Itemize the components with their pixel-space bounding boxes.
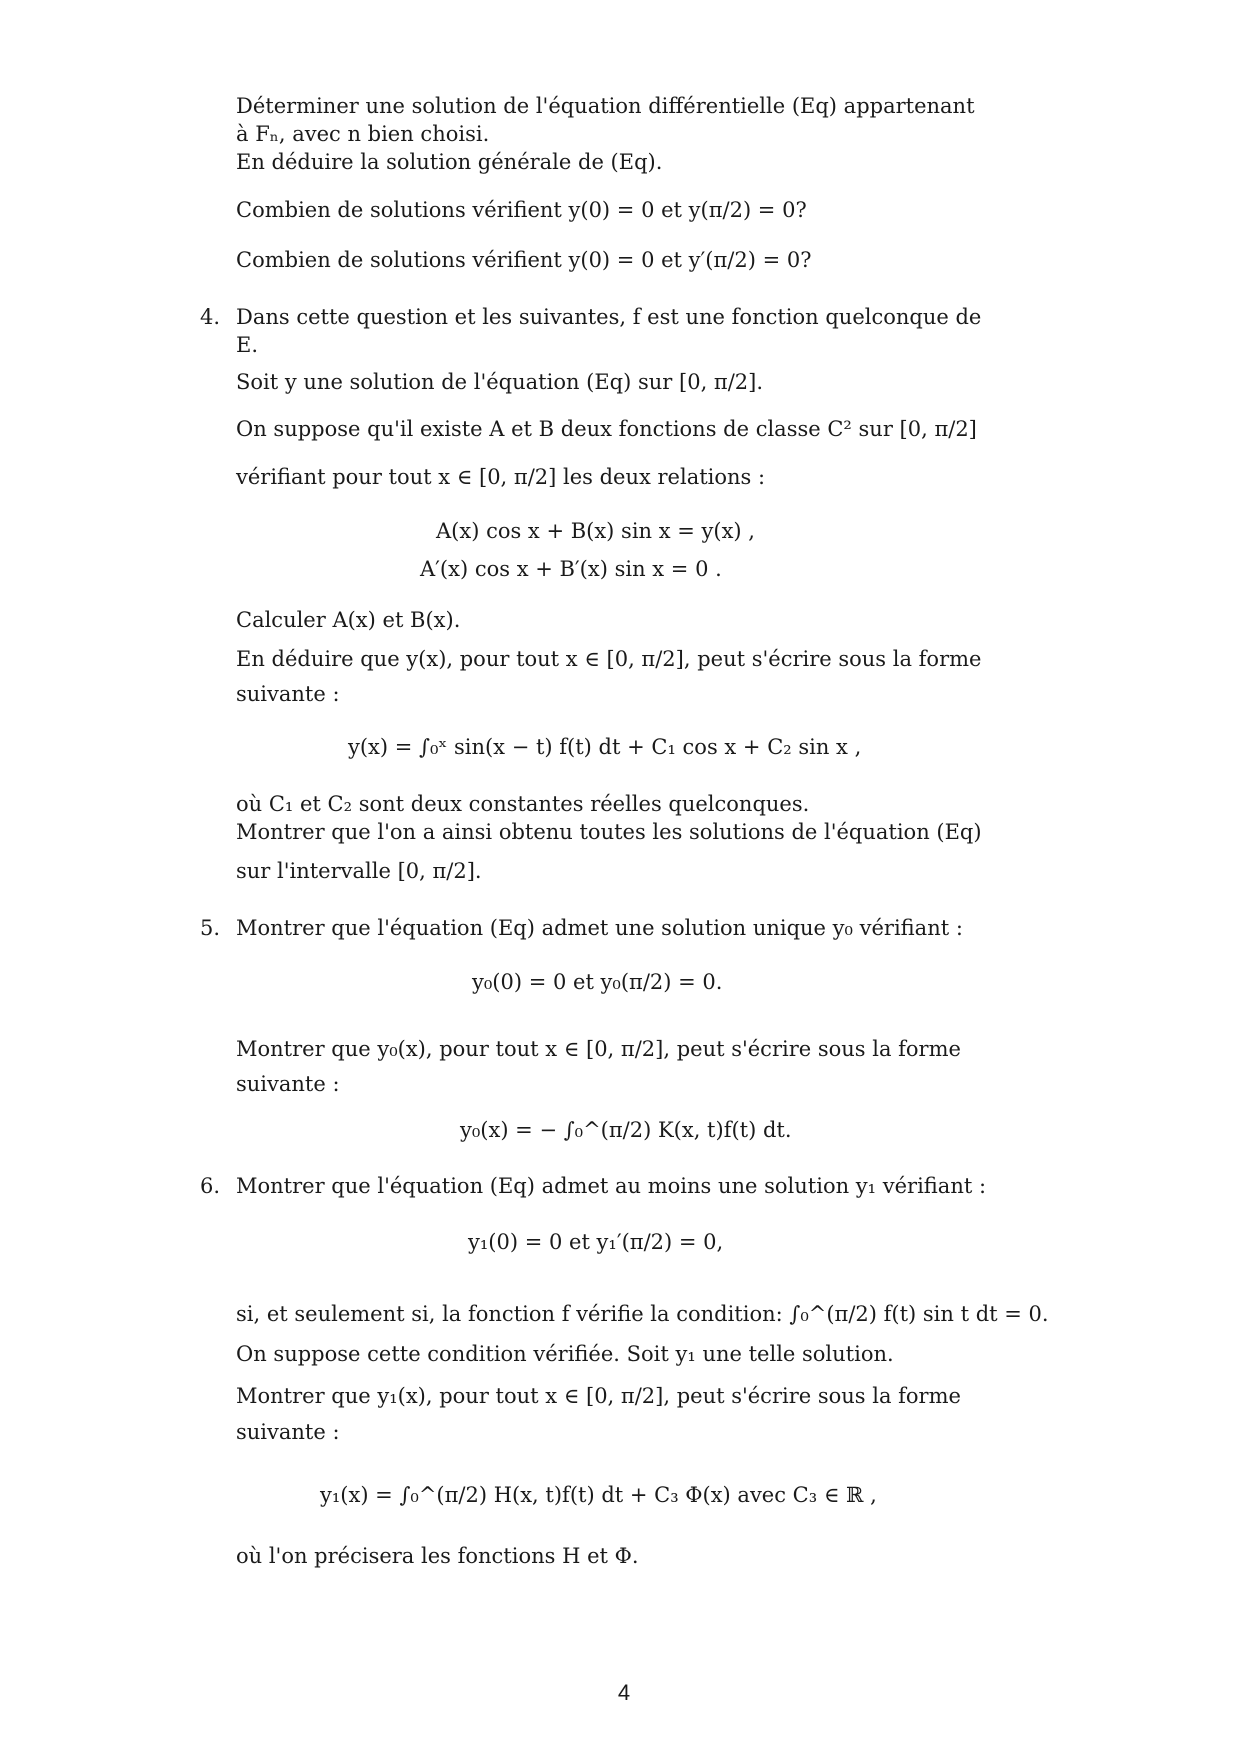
- q6-line-5: suivante :: [236, 1420, 340, 1444]
- intro-line-4: Combien de solutions vérifient y(0) = 0 et y(π/2) = 0?: [236, 198, 807, 222]
- q6-line-2: si, et seulement si, la fonction f vérifie la condition: ∫₀^(π/2) f(t) sin t dt = 0.: [236, 1302, 1049, 1326]
- q4-line-5: vérifiant pour tout x ∈ [0, π/2] les deux relations :: [236, 465, 766, 489]
- intro-line-3: En déduire la solution générale de (Eq).: [236, 150, 663, 174]
- question-4-number: 4.: [200, 305, 221, 329]
- q5-equation-2: y₀(x) = − ∫₀^(π/2) K(x, t)f(t) dt.: [460, 1118, 792, 1142]
- q4-equation-2: A′(x) cos x + B′(x) sin x = 0 .: [420, 557, 722, 581]
- q6-line-6: où l'on précisera les fonctions H et Φ.: [236, 1544, 639, 1568]
- intro-line-5: Combien de solutions vérifient y(0) = 0 et y′(π/2) = 0?: [236, 248, 812, 272]
- q4-line-9: où C₁ et C₂ sont deux constantes réelles quelconques.: [236, 792, 810, 816]
- question-6-number: 6.: [200, 1174, 221, 1198]
- q4-equation-3: y(x) = ∫₀ˣ sin(x − t) f(t) dt + C₁ cos x + C₂ sin x ,: [348, 735, 862, 759]
- q4-line-1: Dans cette question et les suivantes, f est une fonction quelconque de: [236, 305, 982, 329]
- q4-equation-1: A(x) cos x + B(x) sin x = y(x) ,: [436, 519, 755, 543]
- q4-line-3: Soit y une solution de l'équation (Eq) sur [0, π/2].: [236, 370, 764, 394]
- q6-line-3: On suppose cette condition vérifiée. Soit y₁ une telle solution.: [236, 1342, 894, 1366]
- intro-line-2: à Fₙ, avec n bien choisi.: [236, 122, 490, 146]
- q5-line-1: Montrer que l'équation (Eq) admet une solution unique y₀ vérifiant :: [236, 916, 963, 940]
- q4-line-2: E.: [236, 333, 259, 357]
- q5-line-2: Montrer que y₀(x), pour tout x ∈ [0, π/2], peut s'écrire sous la forme: [236, 1037, 961, 1061]
- page-number: 4: [617, 1680, 631, 1705]
- q6-equation-2: y₁(x) = ∫₀^(π/2) H(x, t)f(t) dt + C₃ Φ(x) avec C₃ ∈ ℝ ,: [320, 1483, 877, 1507]
- q5-equation-1: y₀(0) = 0 et y₀(π/2) = 0.: [472, 970, 723, 994]
- q6-equation-1: y₁(0) = 0 et y₁′(π/2) = 0,: [468, 1230, 724, 1254]
- q4-line-6: Calculer A(x) et B(x).: [236, 608, 461, 632]
- question-5-number: 5.: [200, 916, 221, 940]
- q4-line-8: suivante :: [236, 682, 340, 706]
- q5-line-3: suivante :: [236, 1072, 340, 1096]
- q4-line-11: sur l'intervalle [0, π/2].: [236, 859, 482, 883]
- intro-line-1: Déterminer une solution de l'équation différentielle (Eq) appartenant: [236, 94, 975, 118]
- q6-line-4: Montrer que y₁(x), pour tout x ∈ [0, π/2], peut s'écrire sous la forme: [236, 1384, 961, 1408]
- q6-line-1: Montrer que l'équation (Eq) admet au moins une solution y₁ vérifiant :: [236, 1174, 987, 1198]
- q4-line-10: Montrer que l'on a ainsi obtenu toutes les solutions de l'équation (Eq): [236, 820, 982, 844]
- q4-line-7: En déduire que y(x), pour tout x ∈ [0, π/2], peut s'écrire sous la forme: [236, 647, 982, 671]
- q4-line-4: On suppose qu'il existe A et B deux fonctions de classe C² sur [0, π/2]: [236, 417, 977, 441]
